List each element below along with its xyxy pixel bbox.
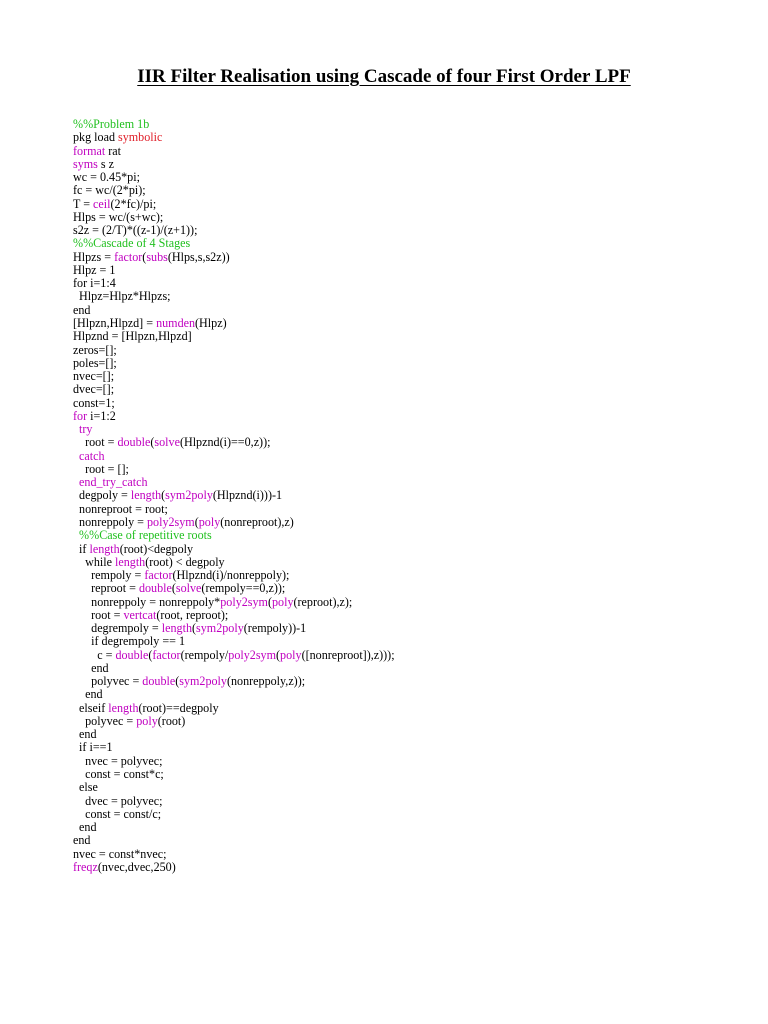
code-text: (root)==degpoly (138, 700, 219, 715)
code-text: rat (105, 143, 122, 158)
code-text: nonreppoly = nonreppoly* (73, 594, 221, 609)
code-keyword: catch (73, 448, 105, 463)
code-line (73, 211, 395, 224)
code-text: end (73, 687, 103, 702)
code-line (73, 662, 395, 675)
code-keyword: syms (73, 156, 98, 171)
code-text: end (73, 727, 97, 742)
code-line (73, 516, 395, 529)
code-text: const = const*c; (73, 767, 164, 782)
code-text: Hlpznd = [Hlpzn,Hlpzd] (73, 329, 192, 344)
code-keyword: end_try_catch (73, 475, 148, 490)
code-keyword: sym2poly (179, 674, 227, 689)
code-keyword: try (73, 422, 93, 437)
code-keyword: vertcat (123, 607, 157, 622)
code-text: elseif (73, 700, 109, 715)
code-line (73, 198, 395, 211)
code-line (73, 649, 395, 662)
code-line (73, 622, 395, 635)
code-text: fc = wc/(2*pi); (73, 183, 146, 198)
code-text: ( (142, 249, 147, 264)
code-line (73, 357, 395, 370)
code-text: (Hlpznd(i)/nonreppoly); (172, 568, 290, 583)
code-keyword: double (115, 647, 149, 662)
code-text: Hlps = wc/(s+wc); (73, 209, 164, 224)
code-text: const = const/c; (73, 806, 162, 821)
code-line (73, 463, 395, 476)
code-line (73, 171, 395, 184)
code-line (73, 543, 395, 556)
code-keyword: length (161, 621, 193, 636)
code-text: c = (73, 647, 116, 662)
code-text: if degrempoly == 1 (73, 634, 186, 649)
code-text: (Hlpznd(i)))-1 (212, 488, 283, 503)
code-keyword: ceil (93, 196, 111, 211)
code-line (73, 450, 395, 463)
code-text: (root)<degpoly (119, 541, 194, 556)
code-keyword: subs (146, 249, 168, 264)
code-text: (nvec,dvec,250) (97, 859, 176, 874)
code-line (73, 304, 395, 317)
code-text: zeros=[]; (73, 342, 117, 357)
code-keyword: length (89, 541, 120, 556)
code-keyword: poly2sym (147, 514, 195, 529)
code-line (73, 755, 395, 768)
code-text: (reproot),z); (293, 594, 353, 609)
code-keyword: factor (144, 568, 173, 583)
code-keyword: poly2sym (220, 594, 268, 609)
code-text: else (73, 780, 98, 795)
code-line (73, 290, 395, 303)
code-comment: %%Case of repetitive roots (73, 528, 212, 543)
code-line (73, 397, 395, 410)
code-line (73, 556, 395, 569)
code-text: root = (73, 607, 124, 622)
code-text: for i=1:4 (73, 276, 116, 291)
code-line (73, 118, 395, 131)
code-keyword: for (73, 408, 88, 423)
code-keyword: poly2sym (228, 647, 277, 662)
code-text: if i==1 (73, 740, 113, 755)
code-text: (root) (157, 713, 186, 728)
code-text: nvec = const*nvec; (73, 846, 167, 861)
code-line (73, 489, 395, 502)
code-line (73, 131, 395, 144)
code-text: Hlpz=Hlpz*Hlpzs; (73, 289, 171, 304)
code-text: T = (73, 196, 94, 211)
code-text: Hlpzs = (73, 249, 115, 264)
code-line (73, 741, 395, 754)
code-text: polyvec = (73, 713, 137, 728)
code-line (73, 158, 395, 171)
code-text: reproot = (73, 581, 139, 596)
code-line (73, 728, 395, 741)
code-text: degrempoly = (73, 621, 162, 636)
code-comment: %%Cascade of 4 Stages (73, 236, 191, 251)
code-text: dvec=[]; (73, 382, 115, 397)
code-line (73, 861, 395, 874)
code-line (73, 675, 395, 688)
code-text: ( (194, 514, 199, 529)
code-text: ( (276, 647, 281, 662)
code-listing (73, 118, 395, 874)
code-text: pkg load (73, 130, 119, 145)
code-text: root = (73, 435, 118, 450)
code-keyword: double (138, 581, 172, 596)
code-keyword: sym2poly (196, 621, 244, 636)
code-line (73, 383, 395, 396)
code-line (73, 237, 395, 250)
code-keyword: sym2poly (165, 488, 213, 503)
code-line (73, 609, 395, 622)
code-line (73, 344, 395, 357)
code-text: s2z = (2/T)*((z-1)/(z+1)); (73, 223, 198, 238)
code-line (73, 184, 395, 197)
code-keyword: double (117, 435, 151, 450)
code-keyword: poly (280, 647, 302, 662)
code-line (73, 596, 395, 609)
code-text: i=1:2 (87, 408, 116, 423)
code-line (73, 410, 395, 423)
code-keyword: format (73, 143, 106, 158)
code-text: ( (267, 594, 272, 609)
code-line (73, 795, 395, 808)
code-keyword: double (142, 674, 176, 689)
code-line (73, 370, 395, 383)
code-keyword: length (115, 554, 146, 569)
code-line (73, 264, 395, 277)
code-text: end (73, 820, 97, 835)
code-text: (rempoly/ (180, 647, 229, 662)
code-text: ( (175, 674, 180, 689)
code-text: ( (150, 435, 155, 450)
code-text: end (73, 302, 91, 317)
code-text: ( (161, 488, 166, 503)
code-text: (rempoly==0,z)); (201, 581, 286, 596)
code-text: ( (148, 647, 153, 662)
code-line (73, 436, 395, 449)
code-line (73, 569, 395, 582)
code-text: s z (97, 156, 114, 171)
code-line (73, 688, 395, 701)
code-line (73, 768, 395, 781)
code-keyword: freqz (73, 859, 98, 874)
code-line (73, 476, 395, 489)
code-line (73, 702, 395, 715)
code-text: (2*fc)/pi; (110, 196, 157, 211)
code-text: end (73, 660, 109, 675)
code-text: rempoly = (73, 568, 145, 583)
code-keyword: factor (152, 647, 181, 662)
code-line (73, 251, 395, 264)
code-line (73, 145, 395, 158)
code-text: if (73, 541, 90, 556)
code-text: (root) < degpoly (145, 554, 225, 569)
code-text: (root, reproot); (156, 607, 229, 622)
code-text: poles=[]; (73, 355, 117, 370)
code-text: (nonreppoly,z)); (226, 674, 306, 689)
code-line (73, 423, 395, 436)
code-text: wc = 0.45*pi; (73, 170, 140, 185)
code-line (73, 330, 395, 343)
code-text: ( (171, 581, 176, 596)
code-keyword: numden (156, 315, 196, 330)
code-keyword: solve (175, 581, 202, 596)
code-text: (rempoly))-1 (243, 621, 307, 636)
code-text: ( (192, 621, 197, 636)
code-line (73, 224, 395, 237)
code-text: (Hlpz) (195, 315, 227, 330)
code-text: [Hlpzn,Hlpzd] = (73, 315, 157, 330)
code-line (73, 529, 395, 542)
code-text: polyvec = (73, 674, 143, 689)
code-line (73, 821, 395, 834)
code-line (73, 582, 395, 595)
code-text: ([nonreproot]),z))); (301, 647, 395, 662)
code-keyword: poly (271, 594, 294, 609)
code-line (73, 317, 395, 330)
code-text: end (73, 833, 91, 848)
document-title: IIR Filter Realisation using Cascade of four First Order LPF (137, 66, 631, 87)
code-text: (Hlpznd(i)==0,z)); (179, 435, 271, 450)
code-keyword: poly (136, 713, 158, 728)
code-text: nvec = polyvec; (73, 753, 163, 768)
code-text: dvec = polyvec; (73, 793, 163, 808)
code-keyword: solve (154, 435, 180, 450)
code-line (73, 635, 395, 648)
code-comment: %%Problem 1b (73, 117, 150, 131)
code-line (73, 503, 395, 516)
code-text: nonreppoly = (73, 514, 147, 529)
code-text: (Hlps,s,s2z)) (167, 249, 230, 264)
code-line (73, 277, 395, 290)
code-keyword: poly (198, 514, 221, 529)
code-keyword: factor (114, 249, 143, 264)
code-line (73, 848, 395, 861)
code-text: Hlpz = 1 (73, 262, 116, 277)
code-keyword: length (130, 488, 162, 503)
code-text: const=1; (73, 395, 115, 410)
code-text: nonreproot = root; (73, 501, 168, 516)
code-text: (nonreproot),z) (220, 514, 294, 529)
code-keyword: length (108, 700, 139, 715)
code-text: nvec=[]; (73, 369, 115, 384)
code-line (73, 715, 395, 728)
code-string: symbolic (118, 130, 163, 145)
code-text: degpoly = (73, 488, 131, 503)
code-line (73, 808, 395, 821)
code-text: while (73, 554, 115, 569)
code-text: root = []; (73, 461, 129, 476)
code-line (73, 781, 395, 794)
code-line (73, 834, 395, 847)
